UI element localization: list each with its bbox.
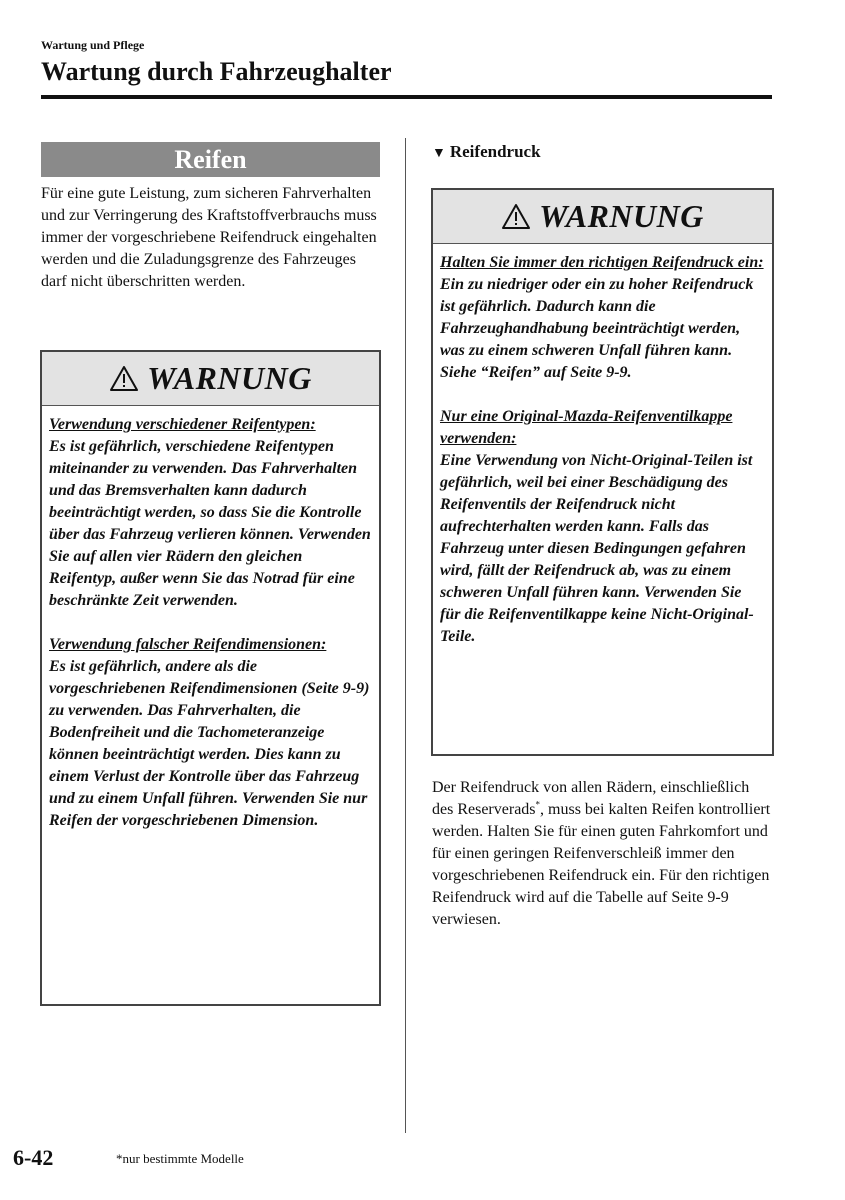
paragraph-text: Der Reifendruck von allen Rädern, einschließlich des Reserverads bbox=[432, 779, 750, 818]
warning-item-heading: Halten Sie immer den richtigen Reifendruck ein: bbox=[440, 254, 764, 271]
warning-item-text: Ein zu niedriger oder ein zu hoher Reifendruck ist gefährlich. Dadurch kann die Fahrzeughandhabung beeinträchtigt werden, was zu einem schweren Unfall führen kann. Siehe “Reifen” auf Seite 9-9. bbox=[440, 276, 754, 381]
warning-item bbox=[440, 406, 765, 648]
warning-item-heading: Verwendung verschiedener Reifentypen: bbox=[49, 416, 316, 433]
section-title-bar bbox=[41, 142, 380, 177]
chapter-label: Wartung und Pflege bbox=[41, 38, 145, 52]
warning-header bbox=[433, 190, 772, 244]
warning-item-heading: Nur eine Original-Mazda-Reifenventilkappe verwenden: bbox=[440, 408, 733, 447]
warning-item-text: Es ist gefährlich, andere als die vorgeschriebenen Reifendimensionen (Seite 9-9) zu verwenden. Das Fahrverhalten, die Bodenfreiheit und die Tachometeranzeige können beeinträchtigt werden. Dies kann zu einem Verlust der Kontrolle über das Fahrzeug und zu einem Unfall führen. Verwenden Sie nur Reifen der vorgeschriebenen Dimension. bbox=[49, 658, 370, 829]
warning-item-text: Es ist gefährlich, verschiedene Reifentypen miteinander zu verwenden. Das Fahrverhalten und das Bremsverhalten kann dadurch beeinträchtigt werden, so dass Sie die Kontrolle über das Fahrzeug verlieren können. Verwenden Sie auf allen vier Rädern den gleichen Reifentyp, außer wenn Sie das Notrad für eine beschränkte Zeit verwenden. bbox=[49, 438, 371, 609]
footnote-marker: * bbox=[535, 799, 541, 810]
section-title: Reifen bbox=[174, 145, 247, 174]
title-rule bbox=[41, 95, 772, 99]
warning-box-tires bbox=[40, 350, 381, 1006]
warning-body bbox=[433, 244, 772, 648]
warning-title: WARNUNG bbox=[147, 360, 312, 396]
page-title: Wartung durch Fahrzeughalter bbox=[41, 57, 392, 86]
intro-paragraph: Für eine gute Leistung, zum sicheren Fahrverhalten und zur Verringerung des Kraftstoffverbrauchs muss immer der vorgeschriebene Reifendruck eingehalten werden und die Zuladungsgrenze des Fahrzeuges darf nicht überschritten werden. bbox=[41, 185, 377, 290]
triangle-marker-icon: ▼ bbox=[432, 146, 446, 161]
paragraph-text-continued: , muss bei kalten Reifen kontrolliert werden. Halten Sie für einen guten Fahrkomfort und für einen geringen Reifenverschleiß immer den vorgeschriebenen Reifendruck ein. Für den richtigen Reifendruck wird auf die Tabelle auf Seite 9-9 verwiesen. bbox=[432, 801, 771, 928]
warning-item bbox=[440, 252, 765, 384]
warning-body bbox=[42, 406, 379, 832]
warning-item-heading: Verwendung falscher Reifendimensionen: bbox=[49, 636, 327, 653]
warning-item bbox=[49, 414, 372, 612]
tire-pressure-paragraph bbox=[432, 777, 772, 931]
warning-header bbox=[42, 352, 379, 406]
warning-triangle-icon bbox=[501, 203, 531, 230]
warning-item bbox=[49, 634, 372, 832]
warning-triangle-icon bbox=[109, 365, 139, 392]
page-number: 6-42 bbox=[13, 1145, 54, 1170]
subsection-title: Reifendruck bbox=[449, 142, 541, 161]
warning-title: WARNUNG bbox=[539, 198, 704, 234]
subsection-heading bbox=[432, 142, 541, 162]
column-divider bbox=[405, 138, 406, 1133]
warning-item-text: Eine Verwendung von Nicht-Original-Teilen ist gefährlich, weil bei einer Beschädigung des Reifenventils der Reifendruck nicht aufrechterhalten werden kann. Falls das Fahrzeug unter diesen Bedingungen gefahren wird, fällt der Reifendruck ab, was zu einem schweren Unfall führen kann. Verwenden Sie für die Reifenventilkappe keine Nicht-Original-Teile. bbox=[440, 452, 754, 645]
footnote: *nur bestimmte Modelle bbox=[116, 1151, 244, 1166]
warning-box-pressure bbox=[431, 188, 774, 756]
